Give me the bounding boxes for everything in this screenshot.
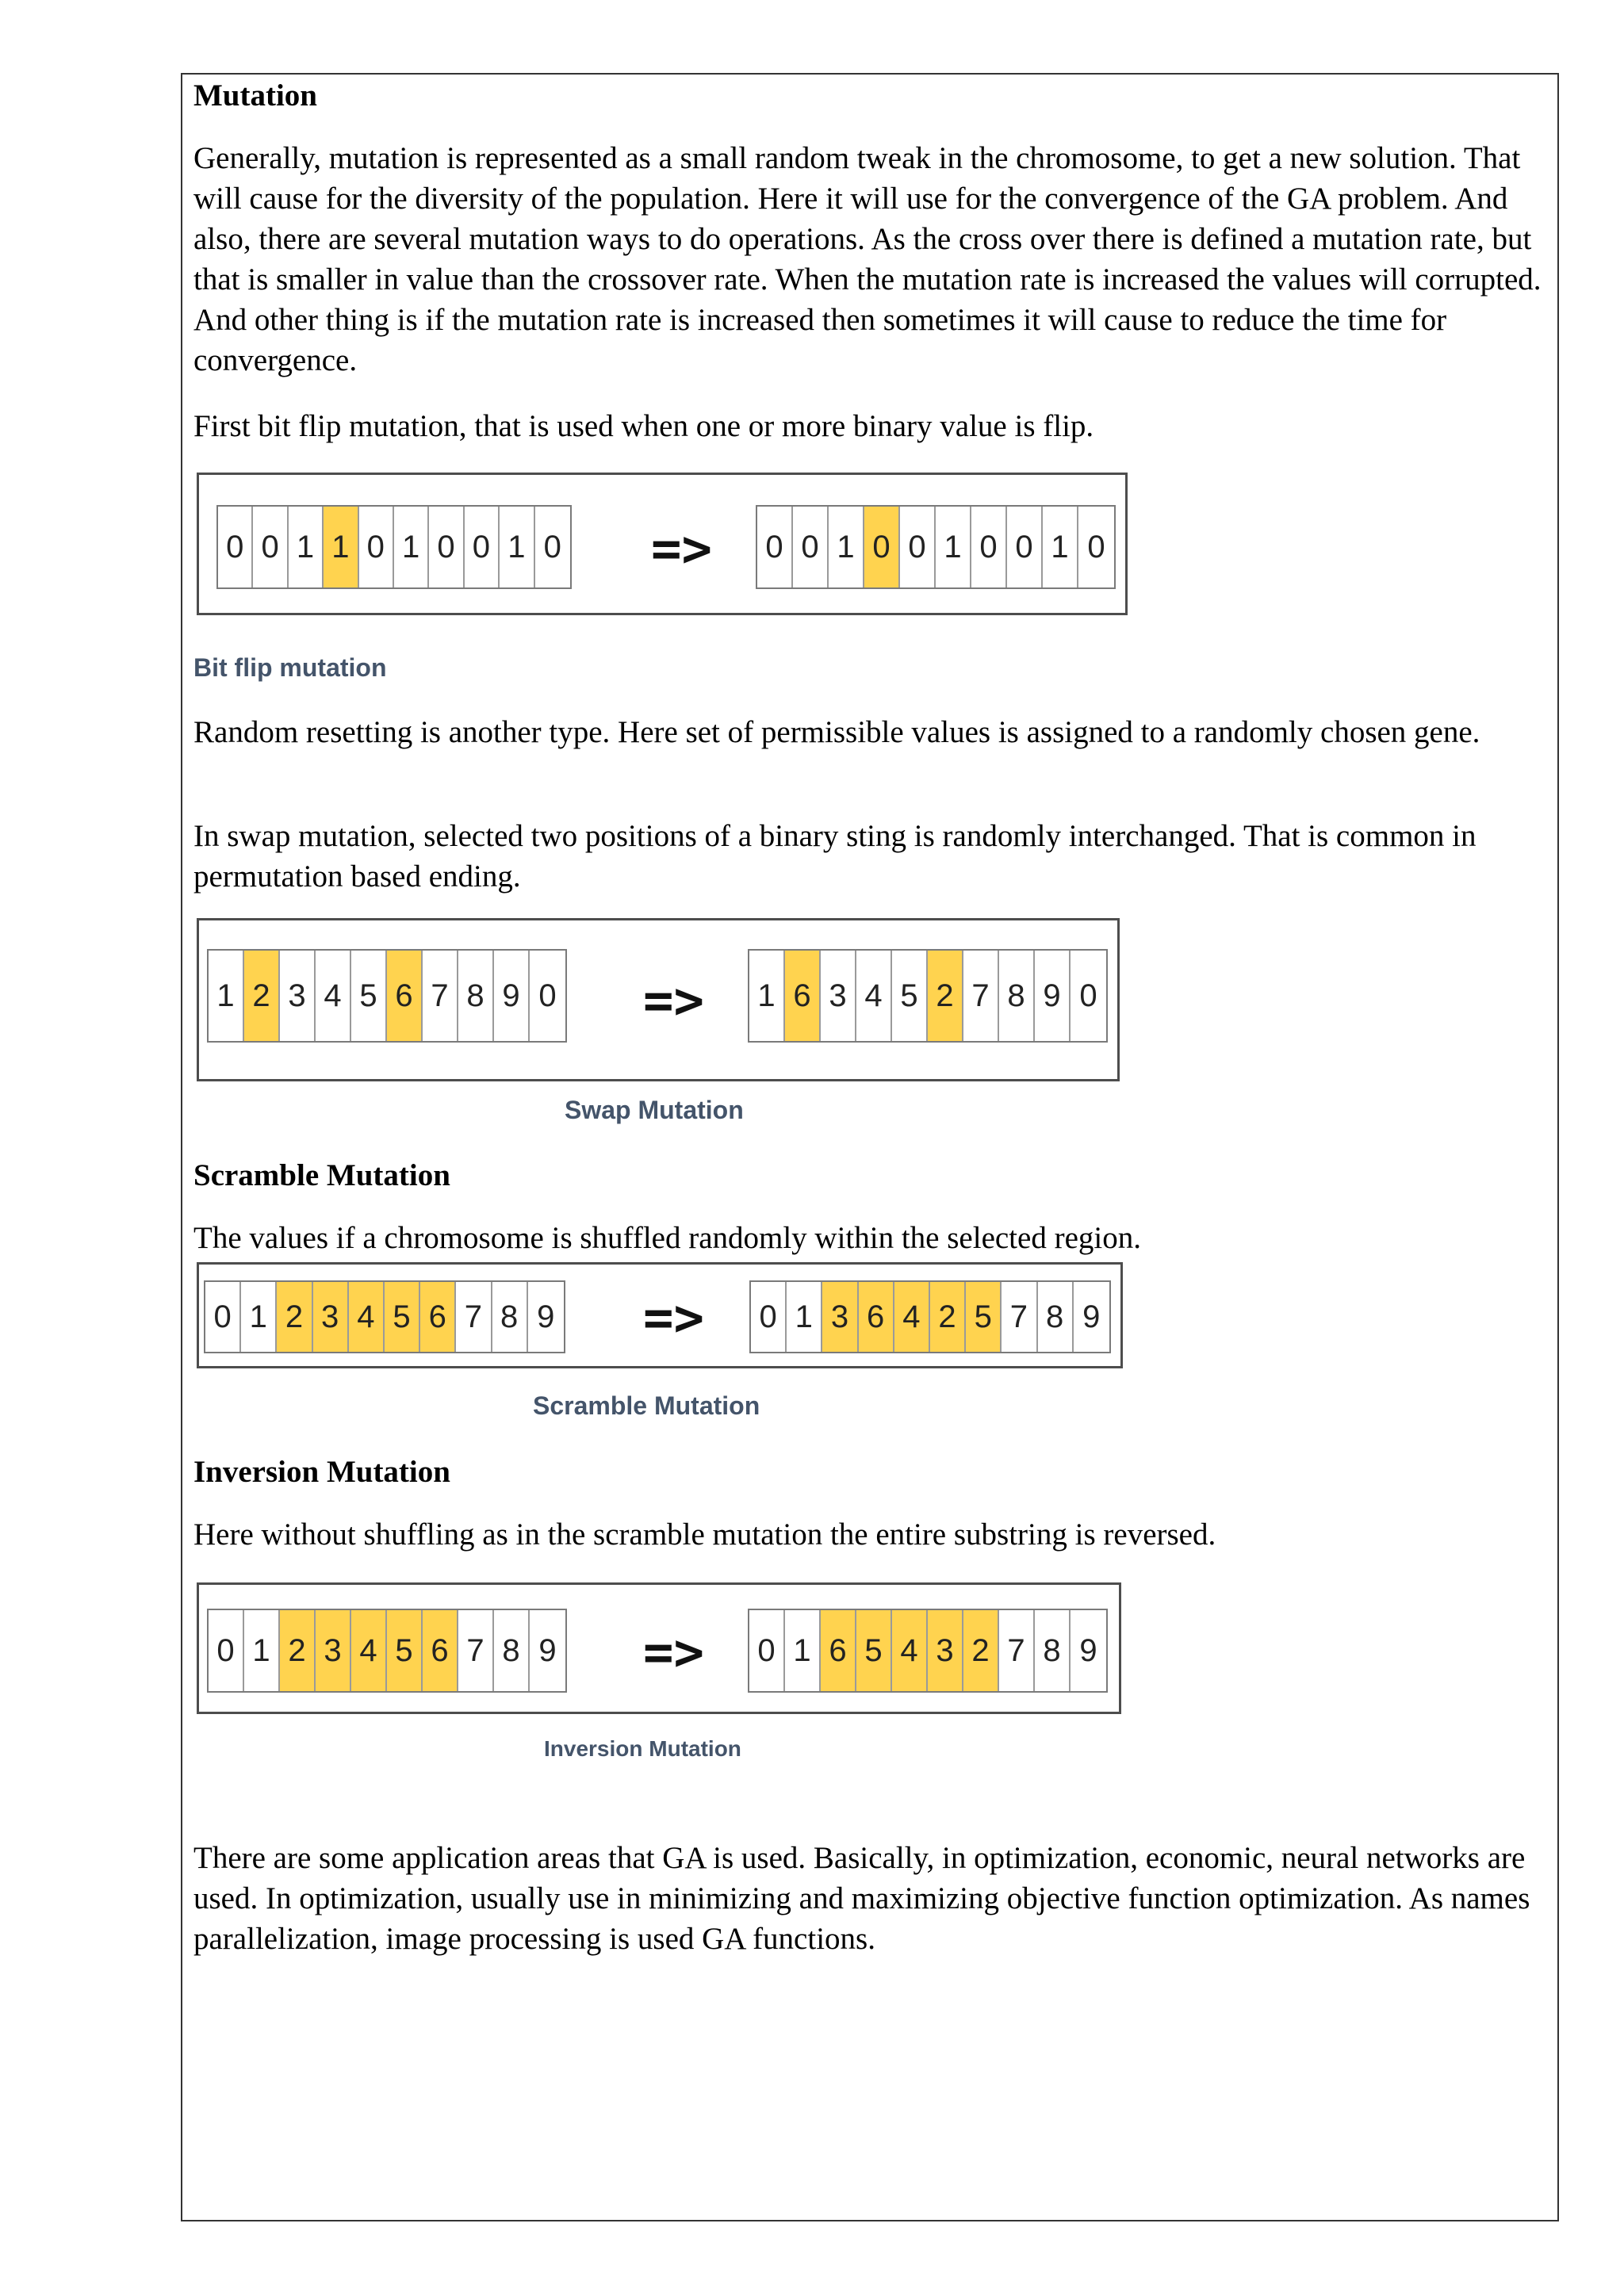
gene-cell: 1	[1043, 507, 1078, 587]
gene-cell: 0	[757, 507, 793, 587]
gene-cell: 0	[429, 507, 464, 587]
gene-cell: 0	[1079, 978, 1097, 1013]
gene-cell: 3	[280, 951, 316, 1041]
scramble-before-strip	[204, 1280, 565, 1353]
gene-cell: 2	[930, 1282, 966, 1352]
gene-cell: 5	[966, 1282, 1002, 1352]
swap-before-strip	[207, 949, 567, 1043]
gene-cell: 5	[351, 951, 387, 1041]
gene-cell: 1	[289, 507, 324, 587]
gene-cell: 0	[971, 507, 1007, 587]
swap-caption: Swap Mutation	[565, 1096, 744, 1124]
inversion-paragraph: Here without shuffling as in the scramble mutation the entire substring is reversed.	[193, 1517, 1216, 1552]
gene-cell: 0	[253, 507, 288, 587]
inversion-heading: Inversion Mutation	[193, 1455, 450, 1489]
gene-cell: 4	[894, 1282, 930, 1352]
gene-cell: 6	[387, 951, 423, 1041]
gene-cell: 6	[423, 1610, 458, 1691]
gene-cell: 3	[316, 1610, 351, 1691]
gene-cell: 1	[500, 507, 534, 587]
gene-cell: 7	[999, 1610, 1035, 1691]
bit-flip-arrow: =>	[651, 520, 713, 579]
scramble-paragraph: The values if a chromosome is shuffled randomly within the selected region.	[193, 1221, 1141, 1255]
gene-cell: 7	[458, 1610, 494, 1691]
gene-cell: 0	[864, 507, 900, 587]
gene-cell: 0	[359, 507, 394, 587]
gene-cell: 0	[205, 1282, 241, 1352]
gene-cell: 6	[420, 1282, 456, 1352]
swap-arrow: =>	[643, 972, 705, 1031]
gene-cell: 6	[821, 1610, 856, 1691]
gene-cell: 0	[465, 507, 500, 587]
gene-cell: 1	[209, 951, 244, 1041]
gene-cell: 9	[1079, 1632, 1097, 1668]
gene-cell: 8	[458, 951, 494, 1041]
gene-cell: 1	[749, 951, 785, 1041]
bit-flip-before-strip	[216, 505, 572, 589]
gene-cell: 2	[963, 1610, 999, 1691]
gene-cell: 0	[900, 507, 936, 587]
gene-cell: 9	[537, 1299, 555, 1334]
gene-cell: 0	[1007, 507, 1043, 587]
gene-cell: 8	[494, 1610, 530, 1691]
inversion-caption: Inversion Mutation	[544, 1736, 741, 1761]
gene-cell: 9	[1035, 951, 1071, 1041]
gene-cell: 4	[351, 1610, 387, 1691]
applications-paragraph: There are some application areas that GA is used. Basically, in optimization, economic, neural networks are used. In optimization, usually use in minimizing and maximizing objective function optimization. As names parallelization, image processing is used GA functions.	[193, 1841, 1530, 1956]
mutation-intro-paragraph: Generally, mutation is represented as a small random tweak in the chromosome, to get a new solution. That will cause for the diversity of the population. Here it will use for the convergence of the GA problem. And also, there are several mutation ways to do operations. As the cross over there is defined a mutation rate, but that is smaller in value than the crossover rate. When the mutation rate is increased the values will corrupted. And other thing is if the mutation rate is increased then sometimes it will cause to reduce the time for convergence.	[193, 141, 1542, 377]
scramble-heading: Scramble Mutation	[193, 1158, 450, 1192]
scramble-caption: Scramble Mutation	[533, 1391, 760, 1420]
bit-flip-intro-paragraph: First bit flip mutation, that is used when one or more binary value is flip.	[193, 409, 1094, 443]
scramble-after-strip	[749, 1280, 1111, 1353]
gene-cell: 0	[218, 507, 253, 587]
gene-cell: 3	[313, 1282, 349, 1352]
gene-cell: 8	[492, 1282, 528, 1352]
gene-cell: 4	[892, 1610, 928, 1691]
scramble-arrow: =>	[643, 1289, 705, 1348]
gene-cell: 3	[928, 1610, 963, 1691]
gene-cell: 1	[936, 507, 971, 587]
gene-cell: 7	[456, 1282, 492, 1352]
gene-cell: 3	[821, 951, 856, 1041]
gene-cell: 1	[829, 507, 864, 587]
gene-cell: 8	[1035, 1610, 1071, 1691]
bit-flip-caption: Bit flip mutation	[193, 653, 387, 682]
gene-cell: 0	[793, 507, 829, 587]
gene-cell: 4	[316, 951, 351, 1041]
inversion-after-strip	[748, 1609, 1108, 1693]
gene-cell: 0	[749, 1610, 785, 1691]
gene-cell: 5	[892, 951, 928, 1041]
inversion-before-strip	[207, 1609, 567, 1693]
gene-cell: 9	[1082, 1299, 1101, 1334]
gene-cell: 2	[244, 951, 280, 1041]
gene-cell: 7	[423, 951, 458, 1041]
gene-cell: 1	[787, 1282, 822, 1352]
gene-cell: 0	[543, 529, 561, 564]
gene-cell: 1	[785, 1610, 821, 1691]
swap-mutation-paragraph: In swap mutation, selected two positions of a binary sting is randomly interchanged. That is common in permutation based ending.	[193, 819, 1477, 894]
gene-cell: 3	[822, 1282, 858, 1352]
gene-cell: 4	[856, 951, 892, 1041]
gene-cell: 0	[751, 1282, 787, 1352]
gene-cell: 6	[785, 951, 821, 1041]
gene-cell: 7	[963, 951, 999, 1041]
gene-cell: 2	[277, 1282, 312, 1352]
gene-cell: 2	[280, 1610, 316, 1691]
gene-cell: 5	[385, 1282, 420, 1352]
gene-cell: 7	[1002, 1282, 1037, 1352]
gene-cell: 0	[1087, 529, 1105, 564]
gene-cell: 9	[538, 1632, 557, 1668]
gene-cell: 1	[394, 507, 429, 587]
gene-cell: 8	[999, 951, 1035, 1041]
gene-cell: 1	[324, 507, 358, 587]
random-resetting-paragraph: Random resetting is another type. Here set of permissible values is assigned to a randomly chosen gene.	[193, 715, 1480, 749]
inversion-figure	[197, 1582, 1121, 1714]
gene-cell: 2	[928, 951, 963, 1041]
swap-figure	[197, 918, 1120, 1081]
swap-after-strip	[748, 949, 1108, 1043]
gene-cell: 1	[241, 1282, 277, 1352]
gene-cell: 1	[244, 1610, 280, 1691]
scramble-figure	[197, 1262, 1123, 1368]
gene-cell: 6	[859, 1282, 894, 1352]
gene-cell: 0	[538, 978, 557, 1013]
gene-cell: 5	[856, 1610, 892, 1691]
gene-cell: 5	[387, 1610, 423, 1691]
bit-flip-after-strip	[756, 505, 1116, 589]
gene-cell: 0	[209, 1610, 244, 1691]
inversion-arrow: =>	[643, 1624, 705, 1682]
mutation-heading: Mutation	[193, 78, 317, 113]
gene-cell: 9	[494, 951, 530, 1041]
bit-flip-figure	[197, 473, 1128, 615]
gene-cell: 8	[1038, 1282, 1074, 1352]
gene-cell: 4	[349, 1282, 385, 1352]
